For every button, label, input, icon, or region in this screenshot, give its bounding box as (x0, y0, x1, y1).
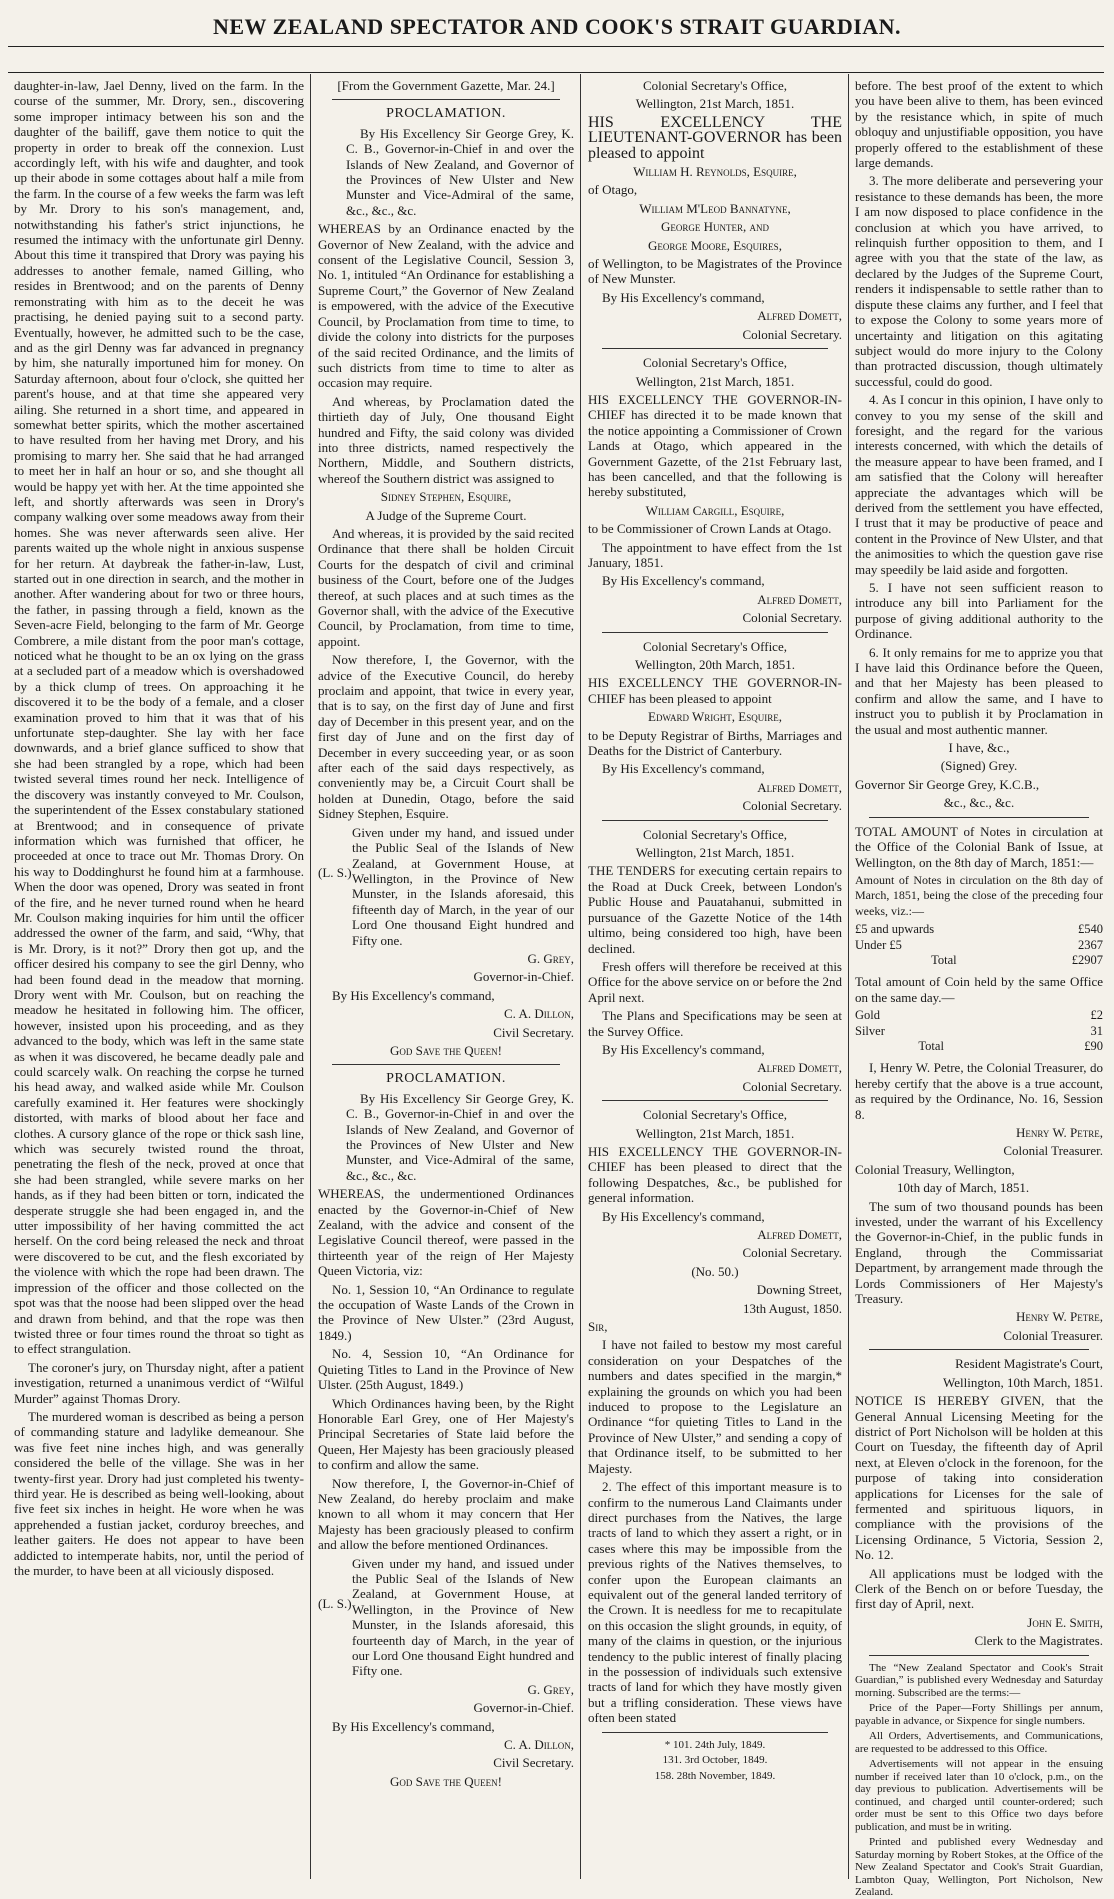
proclamation-whereas: WHEREAS, the undermentioned Ordinances enacted by the Governor-in-Chief of New Zealand, with the advice and consent of the Legislative Council thereof, were passed in the thirteenth year of the reign of Her Majesty Queen Victoria, viz: (318, 1186, 574, 1279)
seal-mark: (L. S.) (318, 864, 352, 880)
treasurer-signature: Henry W. Petre, (1016, 1309, 1103, 1325)
appointee-name: George Hunter, and (660, 219, 770, 235)
despatch-paragraph: 4. As I concur in this opinion, I have only to convey to you my sense of the skill and foresight, and the regard for the various interests concerned, with which the details of the measure appear to have been framed, and I am satisfied that the Colony will hereafter appreciate the advantages which will be derived from the settlement you have effected, I trust that it may be productive of peace and content in the Province of New Ulster, and that the animosities to which the question gave rise may speedily be laid aside and forgotten. (855, 392, 1103, 577)
divider (332, 99, 560, 100)
coin-table (855, 1008, 1103, 1054)
proclamation-paragraph: Now therefore, I, the Governor, with the advice of the Executive Council, do hereby proclaim and appoint, that twice in every year, that is to say, on the first day of June and first day of December in this present year, and on the first day of June and on the first day of December in every succeeding year, or as soon after each of the said days respectively, as conveniently may be, a Circuit Court shall be holden at Dunedin, Otago, before the said Sidney Stephen, Esquire. (318, 652, 574, 822)
notice-date: Wellington, 21st March, 1851. (635, 96, 795, 112)
governor-signature: G. Grey, (527, 950, 574, 966)
god-save-the-queen: God Save the Queen! (390, 1773, 502, 1789)
judge-name: Sidney Stephen, Esquire, (380, 489, 512, 505)
seal-mark: (L. S.) (318, 1595, 352, 1611)
governor-title: Governor-in-Chief. (473, 1700, 574, 1716)
notice-text: The Plans and Specifications may be seen at the Survey Office. (588, 1008, 842, 1039)
despatch-address: Governor Sir George Grey, K.C.B., (855, 776, 1040, 792)
appointee-place: of Otago, (588, 182, 638, 198)
table-value: £540 (1078, 922, 1103, 937)
table-label: Total (918, 1038, 944, 1053)
treasurer-signature: Henry W. Petre, (1016, 1125, 1103, 1140)
coin-title: Total amount of Coin held by the same Office on the same day.— (855, 974, 1103, 1005)
secretary-signature: Alfred Domett, (757, 308, 842, 324)
notice-date: Wellington, 20th March, 1851. (635, 657, 795, 672)
command-line: By His Excellency's command, (332, 1718, 495, 1734)
table-label: Silver (855, 1023, 885, 1038)
notes-table (855, 922, 1103, 968)
divider (869, 1349, 1089, 1350)
table-row (855, 1039, 1103, 1054)
despatch-paragraph: 2. The effect of this important measure is to confirm to the numerous Land Claimants under direct purchases from the Natives, the large tracts of land to which they assert a right, or in cases where this may be impossible from the previous rights of the Natives themselves, to confer upon the European claimants an equivalent out of the general landed territory of the Crown. It is needless for me to recapitulate on this occasion the slight grounds, in equity, of many of the claims in question, or the injurious tendency to the public interest of finally placing in the possession of individuals such extensive tracts of land for which they have mostly given but a trifling consideration. These views have often been stated (588, 1479, 842, 1726)
secretary-signature: C. A. Dillon, (504, 1006, 574, 1022)
secretary-signature: Alfred Domett, (757, 1060, 842, 1076)
despatch-footnote: 131. 3rd October, 1849. (662, 1754, 768, 1767)
command-line: By His Excellency's command, (332, 987, 495, 1003)
table-row (855, 922, 1103, 937)
secretary-title: Colonial Secretary. (742, 1245, 842, 1261)
secretary-title: Civil Secretary. (493, 1755, 574, 1771)
article-paragraph: The coroner's jury, on Thursday night, after a patient investigation, returned a unanimous verdict of “Wilful Murder” against Thomas Drory. (14, 1359, 304, 1406)
secretary-title: Colonial Secretary. (742, 798, 842, 814)
notice-text: Fresh offers will therefore be received at this Office for the above service on or before the 2nd April next. (588, 958, 842, 1005)
column-divider-2 (580, 74, 581, 1879)
treasurer-certificate: I, Henry W. Petre, the Colonial Treasurer, do hereby certify that the above is a true account, as required by the Ordinance, No. 16, Session 8. (855, 1060, 1103, 1122)
masthead-rule-top (8, 46, 1104, 47)
secretary-signature: Alfred Domett, (757, 591, 842, 607)
notice-lead: HIS EXCELLENCY THE GOVERNOR-IN-CHIEF has been pleased to appoint (588, 675, 842, 706)
proclamation-paragraph: Now therefore, I, the Governor-in-Chief of New Zealand, do hereby proclaim and make known to all whom it may concern that Her Majesty has been graciously pleased to confirm and allow the before mentioned Ordinances. (318, 1475, 574, 1553)
publisher-note: Advertisements will not appear in the ensuing number if received later than 10 o'clock, p.m., on the day previous to publication. Advertisements will be continued, and charged until counter-ordered; such order must be sent to this Office two days before publication, and must be in writing. (855, 1758, 1103, 1833)
appointee-name: William H. Reynolds, Esquire, (633, 164, 797, 180)
table-row (855, 1008, 1103, 1023)
publisher-note: The “New Zealand Spectator and Cook's Strait Guardian,” is published every Wednesday and Saturday morning. Subscribed are the terms:— (855, 1661, 1103, 1699)
despatch-date: 13th August, 1850. (743, 1300, 842, 1316)
god-save-the-queen: God Save the Queen! (390, 1042, 502, 1058)
despatch-salutation: Sir, (588, 1319, 608, 1335)
divider (602, 348, 828, 349)
notice-lead: HIS EXCELLENCY THE GOVERNOR-IN-CHIEF has directed it to be made known that the notice appointing a Commissioner of Crown Lands at Otago, which appeared in the Government Gazette, of the 21st February last, has been cancelled, and that the following is hereby substituted, (588, 391, 842, 500)
divider (332, 1064, 560, 1065)
despatch-paragraph: before. The best proof of the extent to which you have been alive to them, has been evinced by the resistance which, in spite of much obloquy and unjustifiable opposition, you have properly offered to the establishment of these large demands. (855, 78, 1103, 171)
proclamation-paragraph: And whereas, it is provided by the said recited Ordinance that there shall be holden Circuit Courts for the despatch of civil and criminal business of the Court, before one of the Judges thereof, at such places and at such times as the Governor shall, with the advice of the Executive Council, by Proclamation, from time to time, appoint. (318, 525, 574, 649)
appointee-name: William Cargill, Esquire, (645, 502, 785, 518)
command-line: By His Excellency's command, (602, 289, 765, 305)
publisher-note: Price of the Paper—Forty Shillings per annum, payable in advance, or Sixpence for single numbers. (855, 1702, 1103, 1727)
clerk-title: Clerk to the Magistrates. (974, 1633, 1103, 1649)
table-label: Gold (855, 1008, 880, 1023)
table-row (855, 1024, 1103, 1039)
secretary-signature: Alfred Domett, (757, 779, 842, 795)
table-row (855, 938, 1103, 953)
table-value: £2907 (1071, 952, 1103, 967)
notice-date: Wellington, 21st March, 1851. (635, 373, 795, 389)
investment-notice: The sum of two thousand pounds has been invested, under the warrant of his Excellency the Governor-in-Chief, in the public funds in England, through the Commissariat Department, by arrangement made through the Lords Commissioners of Her Majesty's Treasury. (855, 1198, 1103, 1307)
judge-title: A Judge of the Supreme Court. (365, 507, 527, 523)
gazette-source: [From the Government Gazette, Mar. 24.] (337, 78, 555, 93)
despatch-paragraph: 6. It only remains for me to apprize you that I have laid this Ordinance before the Queen, and that her Majesty has been pleased to confirm and allow the same, and I have to instruct you to publish it by Proclamation in the usual and most authentic manner. (855, 644, 1103, 737)
divider (602, 1100, 828, 1101)
table-row (855, 953, 1103, 968)
table-value: £90 (1084, 1038, 1103, 1053)
despatch-paragraph: 5. I have not seen sufficient reason to introduce any bill into Parliament for the purpose of giving additional authority to the Ordinance. (855, 580, 1103, 642)
publisher-note: All Orders, Advertisements, and Communications, are requested to be addressed to this Office. (855, 1730, 1103, 1755)
licensing-applications: All applications must be lodged with the Clerk of the Bench on or before Tuesday, the first day of April, next. (855, 1565, 1103, 1612)
divider (869, 817, 1089, 818)
notice-lead: HIS EXCELLENCY THE LIEUTENANT-GOVERNOR has been pleased to appoint (588, 113, 842, 162)
given-under-hand: Given under my hand, and issued under the Public Seal of the Islands of New Zealand, at Government House, at Wellington, in the Province of New Munster, in the Islands aforesaid, this fifteenth day of March, in the year of our Lord One thousand Eight hundred and Fifty one. (352, 824, 574, 948)
despatch-footnote: 158. 28th November, 1849. (654, 1769, 776, 1782)
masthead-rule-bottom (8, 72, 1104, 73)
secretary-signature: C. A. Dillon, (504, 1737, 574, 1753)
notes-intro: Amount of Notes in circulation on the 8th day of March, 1851, being the close of the preceding four weeks, viz.:— (855, 872, 1103, 918)
notice-office: Colonial Secretary's Office, (643, 78, 787, 93)
governor-signature: G. Grey, (527, 1681, 574, 1697)
table-value: 31 (1090, 1023, 1103, 1038)
proclamation-whereas: WHEREAS by an Ordinance enacted by the Governor of New Zealand, with the advice and consent of the Legislative Council, Session 3, No. 1, intituled “An Ordinance for establishing a Supreme Court,” the Governor of New Zealand is empowered, with the advice of the Executive Council, by Proclamation from time to time, to divide the colony into districts for the purposes of the said recited Ordinance, and the limits of such districts from time to time to alter as occasion may require. (318, 221, 574, 391)
notice-text: The appointment to have effect from the 1st January, 1851. (588, 539, 842, 570)
divider (602, 820, 828, 821)
notice-lead: THE TENDERS for executing certain repairs to the Road at Duck Creek, between London's Public House and Pauatahanui, submitted in pursuance of the Gazette Notice of the 14th ultimo, being considered too high, have been declined. (588, 863, 842, 956)
treasury-date: 10th day of March, 1851. (897, 1180, 1030, 1196)
publisher-note: Printed and published every Wednesday and Saturday morning by Robert Stokes, at the Office of the New Zealand Spectator and Cook's Strait Guardian, Lambton Quay, Wellington, Port Nicholson, New Zealand. (855, 1836, 1103, 1899)
notice-text: of Wellington, to be Magistrates of the Province of New Munster. (588, 256, 842, 287)
despatch-number: (No. 50.) (691, 1263, 739, 1279)
proclamation-preamble: By His Excellency Sir George Grey, K. C. B., Governor-in-Chief in and over the Islands of New Zealand, and Governor of the Provinces of New Ulster and New Munster and Vice-Admiral of the same, &c., &c., &c. (346, 125, 574, 218)
despatch-footnote: * 101. 24th July, 1849. (664, 1738, 766, 1751)
divider (602, 1732, 828, 1733)
secretary-title: Colonial Secretary. (742, 1078, 842, 1094)
table-label: £5 and upwards (855, 922, 935, 937)
proclamation-title: PROCLAMATION. (386, 106, 506, 122)
notice-office: Colonial Secretary's Office, (643, 638, 787, 654)
despatch-place: Downing Street, (756, 1282, 842, 1298)
appointee-name: William M'Leod Bannatyne, (639, 200, 791, 216)
despatch-paragraph: I have not failed to bestow my most careful consideration on your Despatches of the numbers and dates specified in the margin,* explaining the grounds on which you had been induced to propose to the Legislature an Ordinance “for quieting Titles to Land in the Province of New Ulster,” and sending a copy of that Ordinance itself, to be submitted to her Majesty. (588, 1337, 842, 1476)
command-line: By His Excellency's command, (602, 1041, 765, 1057)
notice-lead: HIS EXCELLENCY THE GOVERNOR-IN-CHIEF has been pleased to direct that the following Despatches, &c., be published for general information. (588, 1143, 842, 1206)
notice-date: Wellington, 21st March, 1851. (635, 845, 795, 861)
secretary-signature: Alfred Domett, (757, 1227, 842, 1242)
article-paragraph: The murdered woman is described as being a person of commanding stature and ladylike demeanour. She was five feet nine inches high, and was generally considered the belle of the village. She was in her twenty-first year. Drory had just completed his twenty-third year. He is described as being well-looking, about five feet six inches in height. He wore when he was apprehended a fustian jacket, corduroy breeches, and leather gaiters. He does not appear to have been addicted to intemperate habits, nor, until the period of the murder, to have been at all viciously disposed. (14, 1408, 304, 1578)
treasurer-title: Colonial Treasurer. (1003, 1143, 1103, 1159)
column-4-notices (855, 78, 1103, 1899)
court-office: Resident Magistrate's Court, (955, 1356, 1103, 1372)
seal-block (318, 1556, 574, 1682)
seal-block (318, 825, 574, 951)
notice-office: Colonial Secretary's Office, (643, 355, 787, 371)
court-date: Wellington, 10th March, 1851. (943, 1374, 1103, 1390)
notice-office: Colonial Secretary's Office, (643, 826, 787, 842)
divider (602, 632, 828, 633)
treasury-place: Colonial Treasury, Wellington, (855, 1161, 1015, 1177)
proclamation-paragraph: And whereas, by Proclamation dated the thirtieth day of July, One thousand Eight hundred and Fifty, the said colony was divided into three districts, named respectively the Northern, Middle, and Southern districts, whereof the Southern district was assigned to (318, 393, 574, 486)
column-3-notices (588, 78, 842, 1878)
notice-text: to be Deputy Registrar of Births, Marriages and Deaths for the District of Canterbury. (588, 727, 842, 759)
article-paragraph: daughter-in-law, Jael Denny, lived on the farm. In the course of the summer, Mr. Drory, sen., discovering some improper intimacy between his son and the daughter of the bailiff, gave them notice to quit the property in order to break off the connexion. Lust accordingly left, with his wife and daughter, and took up their abode in some cottages about half a mile from the farm. In the course of a few weeks the farm was left by Mr. Drory to his son's management, and, notwithstanding his father's strict injunctions, he resumed the intimacy with the unfortunate girl Denny. About this time it transpired that Drory was paying his addresses to another female, named Gilling, who resides in Brentwood; and on the parents of Denny remonstrating with him as to the deceit he was practising, he denied paying suit to a second party. Eventually, however, he admitted such to be the case, and as the girl Denny was far advanced in pregnancy by him, she naturally importuned him for money. On Saturday afternoon, about four o'clock, she quitted her parent's house, and at that time she appeared very ailing. She returned in a short time, and appeared in somewhat better spirits, which the mother ascertained to have resulted from her having met Drory, and his promising to marry her. She said that he had arranged to meet her in half an hour or so, and she thought all would be happy yet with her. At the time appointed she left, and shortly afterwards was seen in Drory's company walking over some meadows away from their homes. She was never afterwards seen alive. Her parents waited up the whole night in anxious suspense for her return. At daybreak the father-in-law, Lust, started out in one direction in search, and the mother in another. After wandering about for two or three hours, the father, in passing through a field, known as the Seven-acre Field, belonging to the farm of Mr. George Combrere, a mile distant from the poor man's cottage, noticed what he thought to be an ox lying on the grass at a secluded part of a meadow which is overshadowed by a thick clump of trees. On approaching it he discovered it to be the body of a female, and a closer examination proved to him that it was that of his unfortunate step-daughter. She lay with her face downwards, and a brief glance sufficed to show that she had been strangled by a rope, which had been twisted several times round her neck. Intelligence of the discovery was instantly conveyed to Mr. Coulson, the superintendent of the Essex constabulary stationed at Brentwood; and in consequence of private information which was furnished that officer, he proceeded at once to trace out Mr. Thomas Drory. On his way to Doddinghurst he found him at a farmhouse. When the door was opened, Drory was seated in front of the fire, and he never turned round when he heard Mr. Coulson making inquiries for him until the officer addressed the owner of the farm, and said, “Why, that is Mr. Drory, is it not?” Drory then got up, and the officer desired his company to see the girl Denny, who had been found dead in the meadow that morning. Drory went with Mr. Coulson, but on reaching the meadow he hesitated in following him. The officer, however, insisted upon his proceeding, and as they advanced to the body, which was left in the same state as when it was discovered, he became deadly pale and could scarcely walk. On reaching the corpse he turned his head away, and walked aside while Mr. Coulson carefully examined it. Her features were shockingly distorted, with marks of blood about her face and clothes. A cursory glance of the rope or thick sash line, which was securely twisted round the throat, penetrating the flesh of the neck, proved at once that she had been strangled, while severe marks on her hands, as if they had been bitten or torn, indicated the desperate struggle she had been engaged in, and the utter impossibility of her having committed the act herself. On the cord being released the neck and throat were discovered to be cut, and the flesh excoriated by the violence with which the rope had been drawn. The impression of the officer and those collected on the spot was that the noose had been slipped over the head and drawn from behind, and that the rope was then twisted three or four times round the throat so tight as to effect strangulation. (14, 78, 304, 1357)
licensing-notice: NOTICE IS HEREBY GIVEN, that the General Annual Licensing Meeting for the district of Port Nicholson will be holden at this Court on Tuesday, the fifteenth day of April next, at Eleven o'clock in the forenoon, for the purpose of taking into consideration applications for Licenses for the sale of fermented and spirituous liquors, in compliance with the provisions of the Licensing Ordinance, 5 Victoria, Session 2, No. 12. (855, 1393, 1103, 1563)
command-line: By His Excellency's command, (602, 573, 765, 589)
masthead: NEW ZEALAND SPECTATOR AND COOK'S STRAIT GUARDIAN. (212, 14, 902, 39)
table-label: Total (931, 952, 957, 967)
despatch-address: &c., &c., &c. (943, 795, 1015, 811)
notice-date: Wellington, 21st March, 1851. (635, 1125, 795, 1141)
proclamation-title: PROCLAMATION. (386, 1071, 506, 1087)
command-line: By His Excellency's command, (602, 1208, 765, 1224)
command-line: By His Excellency's command, (602, 761, 765, 777)
appointee-name: Edward Wright, Esquire, (648, 709, 782, 725)
ordinance-item: No. 1, Session 10, “An Ordinance to regulate the occupation of Waste Lands of the Crown in the Province of New Ulster.” (23rd August, 1849.) (318, 1281, 574, 1343)
proclamation-paragraph: Which Ordinances having been, by the Right Honorable Earl Grey, one of Her Majesty's Principal Secretaries of State laid before the Queen, Her Majesty has been graciously pleased to confirm and allow the same. (318, 1395, 574, 1473)
secretary-title: Civil Secretary. (493, 1024, 574, 1040)
proclamation-preamble: By His Excellency Sir George Grey, K. C. B., Governor-in-Chief in and over the Islands of New Zealand, and Governor of the Provinces of New Ulster and New Munster, and Vice-Admiral of the same, &c., &c., &c. (346, 1090, 574, 1183)
notes-title: TOTAL AMOUNT of Notes in circulation at the Office of the Colonial Bank of Issue, at Wellington, on the 8th day of March, 1851:— (855, 823, 1103, 870)
despatch-paragraph: 3. The more deliberate and persevering your resistance to these demands has been, the more I am now disposed to place confidence in the conclusion at which you have arrived, to relinquish further opposition to them, and I agree with you that the state of the law, as declared by the Judges of the Supreme Court, renders it indispensable to settle rather than to dispute these claims any further, and I feel that to expose the Colony to some years more of uncertainty and litigation on this agitating subject would do more injury to the Colony than protracted discussion, though ultimately successful, could do good. (855, 173, 1103, 389)
given-under-hand: Given under my hand, and issued under the Public Seal of the Islands of New Zealand, at Government House, at Wellington, in the Province of New Munster, in the Islands aforesaid, this fourteenth day of March, in the year of our Lord One thousand Eight hundred and Fifty one. (352, 1555, 574, 1679)
despatch-signed: (Signed) Grey. (940, 758, 1018, 774)
ordinance-item: No. 4, Session 10, “An Ordinance for Quieting Titles to Land in the Province of New Ulster. (25th August, 1849.) (318, 1346, 574, 1393)
notice-office: Colonial Secretary's Office, (643, 1107, 787, 1123)
clerk-signature: John E. Smith, (1027, 1614, 1103, 1630)
notice-text: to be Commissioner of Crown Lands at Otago. (588, 521, 832, 537)
appointee-name: George Moore, Esquires, (648, 237, 782, 253)
treasurer-title: Colonial Treasurer. (1003, 1327, 1103, 1343)
despatch-closing: I have, &c., (948, 740, 1010, 756)
column-2-proclamations (318, 78, 574, 1878)
table-value: £2 (1090, 1008, 1103, 1023)
secretary-title: Colonial Secretary. (742, 610, 842, 626)
table-label: Under £5 (855, 937, 902, 952)
governor-title: Governor-in-Chief. (473, 969, 574, 985)
secretary-title: Colonial Secretary. (742, 326, 842, 342)
column-divider-3 (848, 74, 849, 1879)
divider (869, 1655, 1089, 1656)
column-1-murder-report (14, 78, 304, 1878)
table-value: 2367 (1078, 937, 1103, 952)
column-divider-1 (310, 74, 311, 1879)
